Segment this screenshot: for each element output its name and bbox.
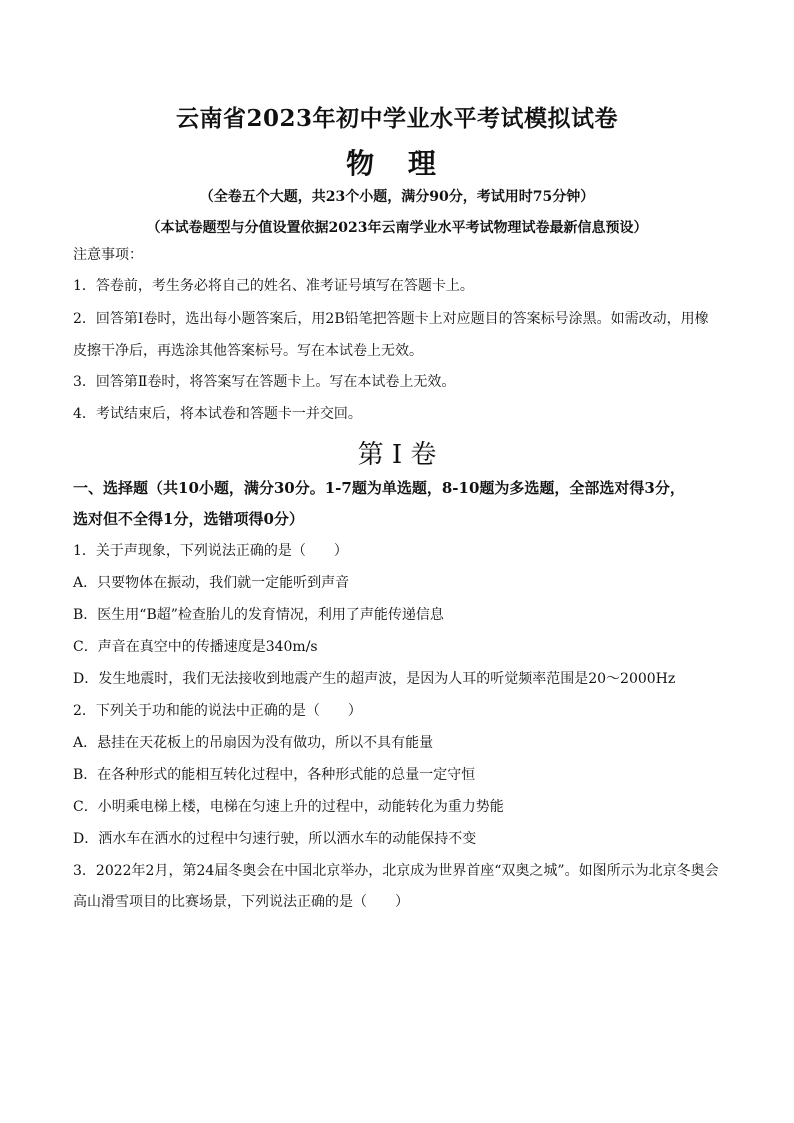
notice-heading: 注意事项： — [73, 247, 143, 263]
exam-basis: （本试卷题型与分值设置依据2023年云南学业水平考试物理试卷最新信息预设） — [146, 220, 648, 236]
question-stem: 1．关于声现象，下列说法正确的是（ ） — [73, 543, 348, 559]
notice-item: 2．回答第Ⅰ卷时，选出每小题答案后，用2B铅笔把答题卡上对应题目的答案标号涂黑。如需改动，用橡 — [73, 311, 709, 327]
question-option: A．只要物体在振动，我们就一定能听到声音 — [73, 575, 350, 591]
question-option: D．洒水车在洒水的过程中匀速行驶，所以洒水车的动能保持不变 — [73, 831, 477, 847]
section-instruction: 选对但不全得1分，选错项得0分） — [73, 510, 304, 528]
question-stem: 3．2022年2月，第24届冬奥会在中国北京举办，北京成为世界首座“双奥之城”。如图所示为北京冬奥会 — [73, 863, 719, 879]
question-stem: 2．下列关于功和能的说法中正确的是（ ） — [73, 703, 362, 719]
section-instruction: 一、选择题（共10小题，满分30分。1-7题为单选题，8-10题为多选题，全部选对得3分， — [73, 479, 685, 497]
question-stem: 高山滑雪项目的比赛场景，下列说法正确的是（ ） — [73, 894, 409, 910]
question-option: B．医生用“B超”检查胎儿的发育情况，利用了声能传递信息 — [73, 607, 444, 623]
notice-item: 4．考试结束后，将本试卷和答题卡一并交回。 — [73, 406, 362, 422]
notice-item: 皮擦干净后，再选涂其他答案标号。写在本试卷上无效。 — [73, 343, 423, 359]
subject-title: 物 理 — [346, 147, 448, 180]
question-option: D．发生地震时，我们无法接收到地震产生的超声波，是因为人耳的听觉频率范围是20～2000Hz — [73, 671, 676, 687]
notice-item: 3．回答第Ⅱ卷时，将答案写在答题卡上。写在本试卷上无效。 — [73, 374, 456, 390]
notice-item: 1．答卷前，考生务必将自己的姓名、准考证号填写在答题卡上。 — [73, 278, 474, 294]
question-option: C．小明乘电梯上楼，电梯在匀速上升的过程中，动能转化为重力势能 — [73, 799, 504, 815]
question-option: B．在各种形式的能相互转化过程中，各种形式能的总量一定守恒 — [73, 767, 476, 783]
question-option: C．声音在真空中的传播速度是340m/s — [73, 639, 318, 655]
exam-title: 云南省2023年初中学业水平考试模拟试卷 — [175, 105, 618, 132]
exam-info: （全卷五个大题，共23个小题，满分90分，考试用时75分钟） — [199, 189, 595, 205]
question-option: A．悬挂在天花板上的吊扇因为没有做功，所以不具有能量 — [73, 735, 434, 751]
section-title: 第 I 卷 — [357, 440, 437, 470]
